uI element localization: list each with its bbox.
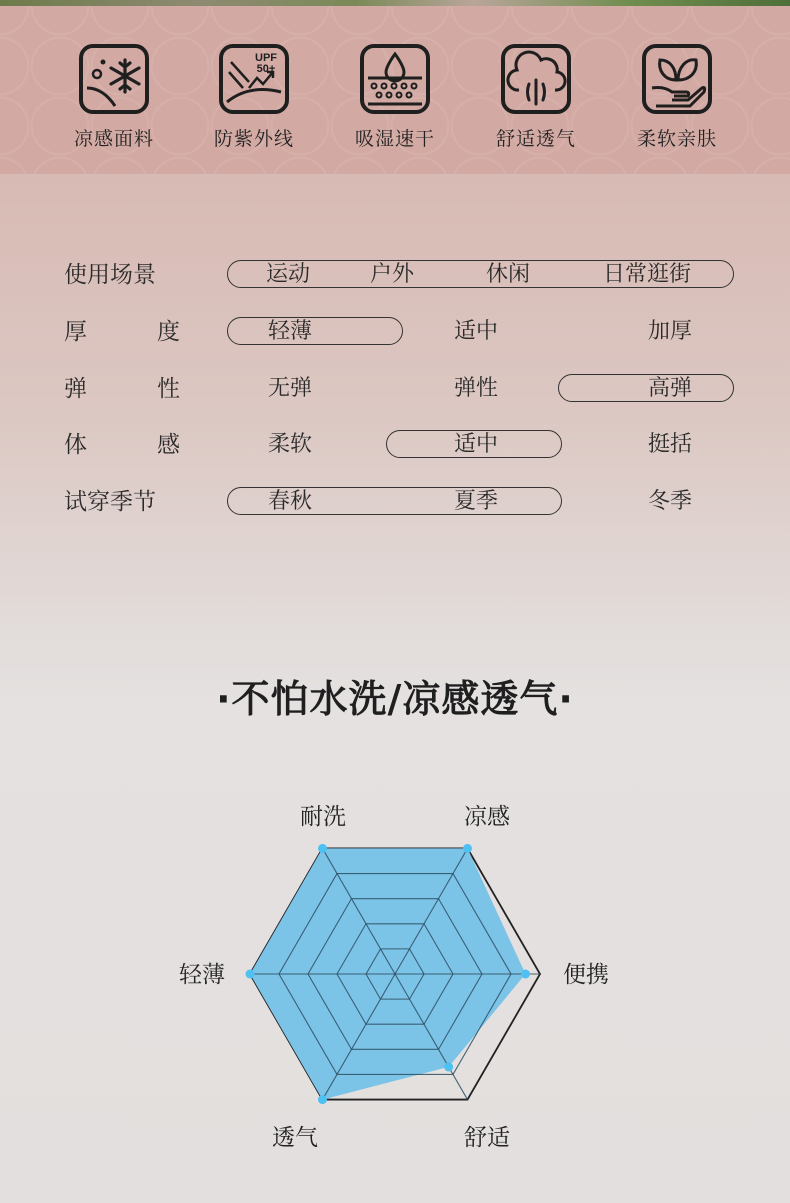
option-outdoor: 户外 [369,262,414,287]
radar-point [318,1095,327,1104]
feature-label: 防紫外线 [213,128,294,150]
radar-chart-svg [150,790,650,1170]
breathable-cloud-icon [501,44,571,114]
option-summer: 夏季 [453,489,498,514]
spec-label-char: 感 [157,432,180,458]
feature-label: 舒适透气 [495,128,576,150]
option-sport: 运动 [265,262,310,287]
water-drop-absorb-icon [360,44,430,114]
spec-label-char: 体 [64,432,87,458]
upf-badge-line2: 50+ [256,63,276,75]
option-no-stretch: 无弹 [267,376,312,401]
feature-label: 凉感面料 [73,128,154,150]
spec-label-char: 厚 [64,319,87,345]
spec-label-thickness [64,315,180,349]
option-winter: 冬季 [647,489,692,514]
spec-row-feel [0,428,790,462]
radar-axis-label: 便携 [563,962,609,988]
spec-label-char: 性 [157,376,180,402]
snowflake-fabric-icon [79,44,149,114]
spec-label-feel [64,428,180,462]
upf-badge-line1: UPF [255,52,277,64]
option-thick: 加厚 [647,319,692,344]
radar-axis-label: 轻薄 [179,962,225,988]
radar-point [463,844,472,853]
spec-label-elasticity [64,372,180,406]
option-feel-medium: 适中 [453,432,498,457]
option-crisp: 挺括 [647,432,692,457]
radar-point [246,970,255,979]
spec-label-season: 试穿季节 [64,489,156,515]
spec-label-char: 度 [157,319,180,345]
radar-point [444,1062,453,1071]
radar-axis-label: 透气 [272,1125,318,1151]
option-leisure: 休闲 [485,262,530,287]
radar-axis-label: 耐洗 [300,804,346,830]
radar-point [521,970,530,979]
radar-axis-label: 凉感 [464,804,510,830]
leaf-hand-icon [642,44,712,114]
spec-row-scene [0,258,790,292]
feature-label: 吸湿速干 [354,128,435,150]
option-medium: 适中 [453,319,498,344]
section-headline: ·不怕水洗/凉感透气· [216,677,574,721]
feature-uv-protection [194,44,314,151]
option-soft: 柔软 [267,432,312,457]
spec-label-scene: 使用场景 [64,262,156,288]
radar-point [318,844,327,853]
upf-sun-shield-icon [219,44,289,114]
option-street: 日常逛街 [602,262,691,287]
spec-row-elasticity [0,372,790,406]
spec-label-char: 弹 [64,376,87,402]
option-stretch: 弹性 [453,376,498,401]
option-high-stretch: 高弹 [647,376,692,401]
feature-breathable [476,44,596,151]
feature-cooling-fabric [54,44,174,151]
option-thin: 轻薄 [267,319,312,344]
feature-label: 柔软亲肤 [636,128,717,150]
option-spring-autumn: 春秋 [267,489,312,514]
radar-chart [150,790,650,1170]
spec-row-season [0,485,790,519]
feature-band [0,6,790,174]
feature-skin-soft [617,44,737,151]
spec-row-thickness [0,315,790,349]
radar-axis-label: 舒适 [464,1125,510,1151]
feature-moisture-wicking [335,44,455,151]
